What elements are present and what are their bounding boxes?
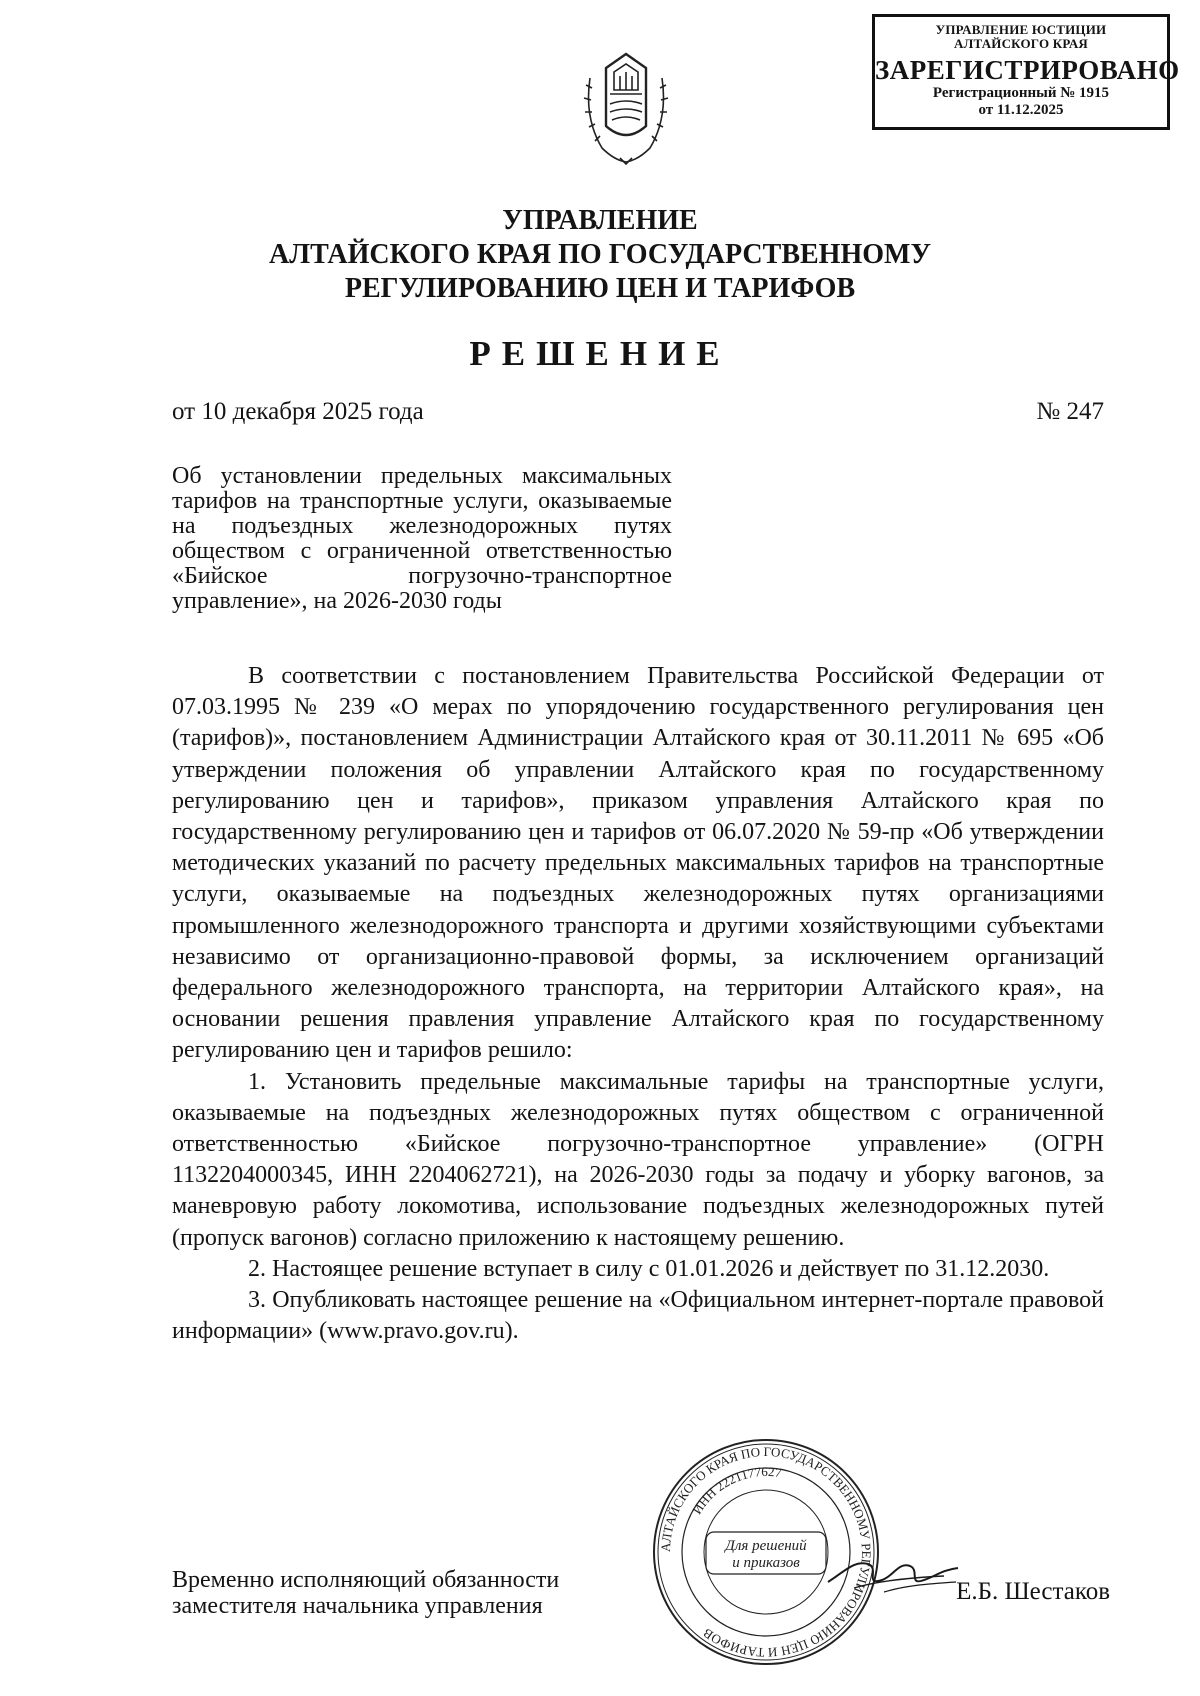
registration-status: ЗАРЕГИСТРИРОВАНО [875,55,1180,85]
seal-center-line-2: и приказов [732,1555,800,1571]
seal-inn-text: ИНН 2221177627 [689,1463,783,1517]
document-number: № 247 [1036,398,1104,425]
seal-center-line-1: Для решений [725,1538,807,1554]
document-subject: Об установлении предельных максимальных тарифов на транспортные услуги, оказываемые на подъездных железнодорожных путях обществом с ограниченной ответственностью «Бийское погрузочно-транспортное управление», на 2026-2030 годы [172,463,672,614]
document-date: от 10 декабря 2025 года [172,398,424,425]
signatory-position: Временно исполняющий обязанности заместителя начальника управления [172,1567,560,1619]
body-item-3: 3. Опубликовать настоящее решение на «Официальном интернет-портале правовой информации» (www.pravo.gov.ru). [172,1287,1104,1345]
body-item-1: 1. Установить предельные максимальные тарифы на транспортные услуги, оказываемые на подъездных железнодорожных путях обществом с ограниченной ответственностью «Бийское погрузочно-транспортное управление» (ОГРН 1132204000345, ИНН 2204062721), на 2026-2030 годы за подачу и уборку вагонов, за маневровую работу локомотива, использование подъездных железнодорожных путей (пропуск вагонов) согласно приложению к настоящему решению. [172,1068,1104,1251]
coat-of-arms-icon [580,48,672,166]
seal-ring-text: АЛТАЙСКОГО КРАЯ ПО ГОСУДАРСТВЕННОМУ РЕГУЛИРОВАНИЮ ЦЕН И ТАРИФОВ [657,1443,875,1661]
body-preamble: В соответствии с постановлением Правительства Российской Федерации от 07.03.1995 № 239 «О мерах по упорядочению государственного регулирования цен (тарифов)», постановлением Администрации Алтайского края от 30.11.2011 № 695 «Об утверждении положения об управлении Алтайского края по государственному регулированию цен и тарифов», приказом управления Алтайского края по государственному регулированию цен и тарифов от 06.07.2020 № 59-пр «Об утверждении методических указаний по расчету предельных максимальных тарифов на транспортные услуги, оказываемые на подъездных железнодорожных путях организациями промышленного железнодорожного транспорта и другими хозяйствующими субъектами независимо от организационно-правовой формы, за исключением организаций федерального железнодорожного транспорта, на территории Алтайского края», на основании решения правления управление Алтайского края по государственному регулированию цен и тарифов решило: [172,663,1104,1064]
registration-date: от 11.12.2025 [978,102,1064,118]
registration-authority: УПРАВЛЕНИЕ ЮСТИЦИИ АЛТАЙСКОГО КРАЯ [935,22,1107,51]
organization-title-text: УПРАВЛЕНИЕ АЛТАЙСКОГО КРАЯ ПО ГОСУДАРСТВЕННОМУ РЕГУЛИРОВАНИЮ ЦЕН И ТАРИФОВ [269,205,931,304]
registration-number: Регистрационный № 1915 [932,85,1110,101]
registration-stamp [872,14,1180,130]
body-item-2: 2. Настоящее решение вступает в силу с 01.01.2026 и действует по 31.12.2030. [248,1255,1050,1282]
handwritten-signature [824,1542,964,1598]
organization-title [200,204,1000,306]
signatory-name: Е.Б. Шестаков [956,1578,1110,1605]
document-type: РЕШЕНИЕ [469,334,731,373]
document-body [172,661,1104,1347]
